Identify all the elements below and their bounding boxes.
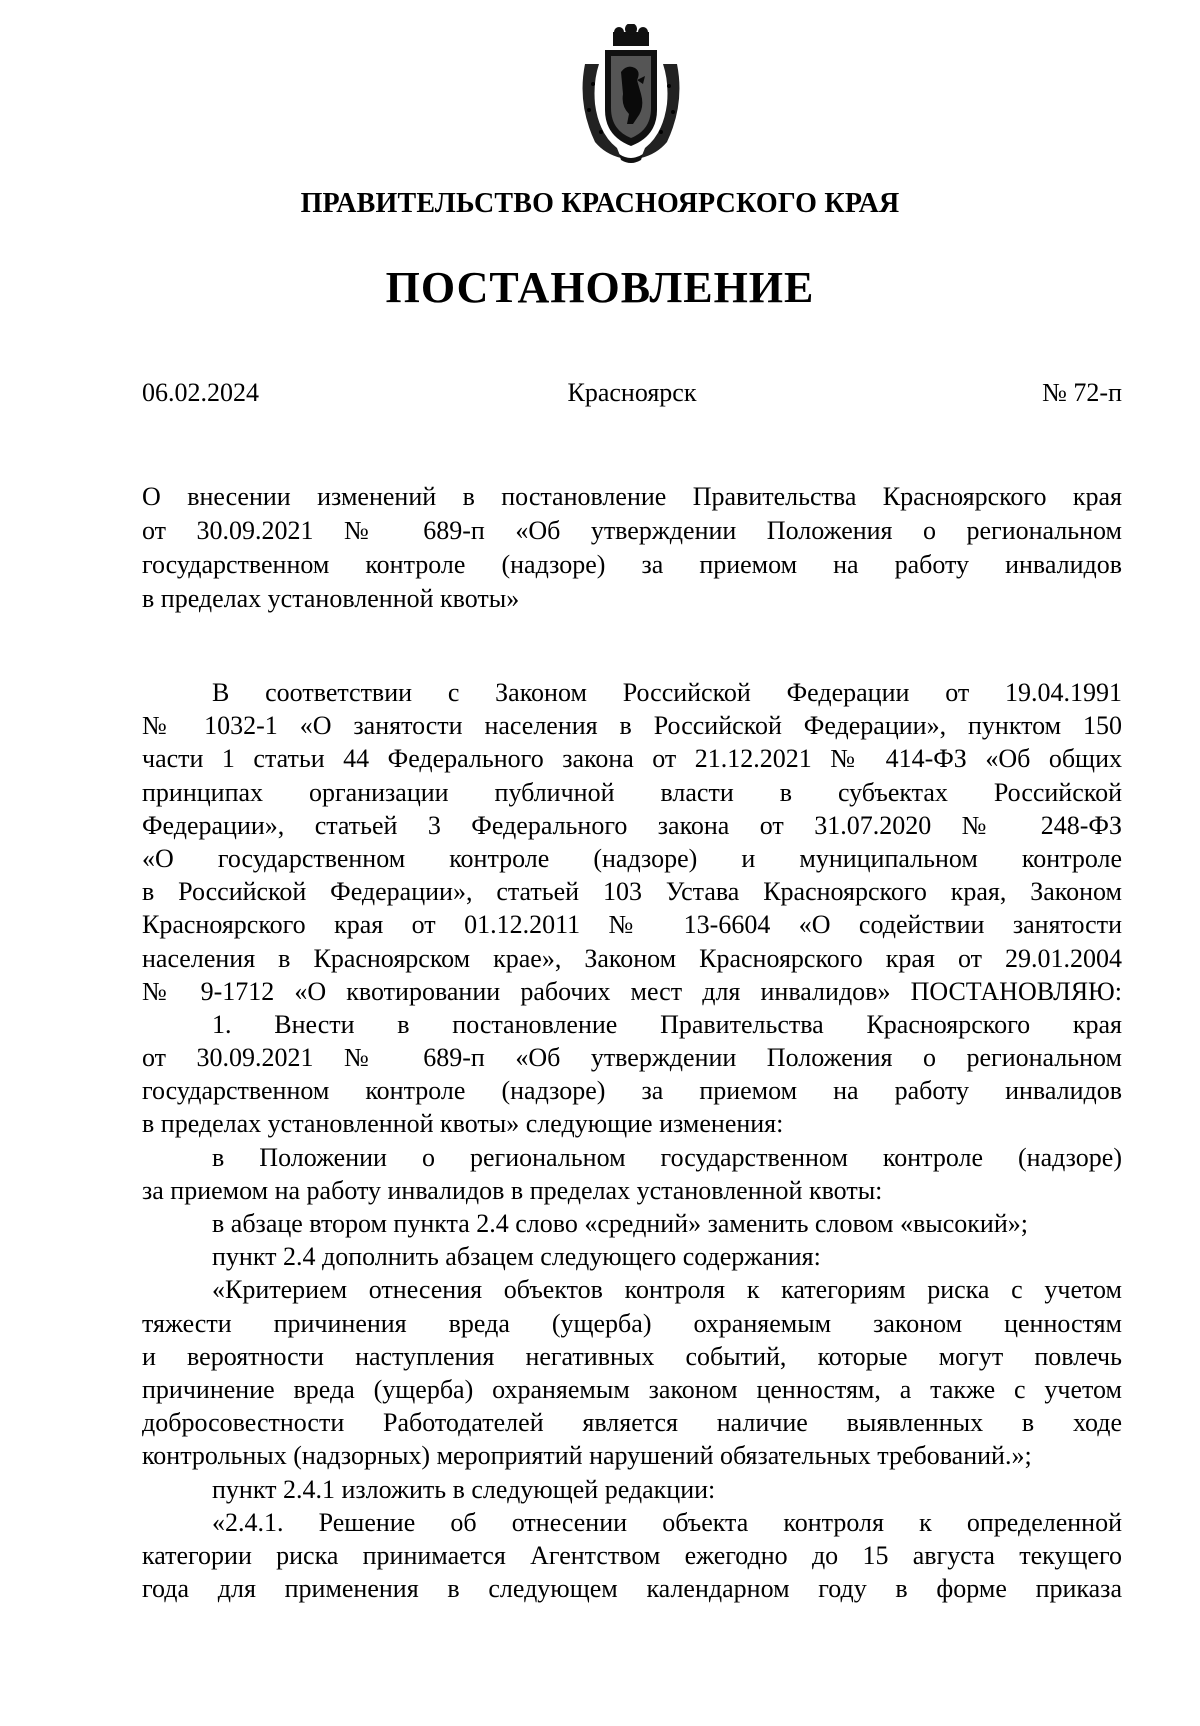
document-meta-row [142,378,1122,418]
body-line: в Положении о региональном государственном контроле (надзоре) [212,1142,1122,1172]
body-line: Федерации», статьей 3 Федерального закона от 31.07.2020 № 248-ФЗ [142,810,1122,840]
document-number: № 72-п [1042,378,1122,407]
document-type-heading: ПОСТАНОВЛЕНИЕ [385,263,815,312]
subject-line: в пределах установленной квоты» [142,584,520,613]
subject-line: государственном контроле (надзоре) за приемом на работу инвалидов [142,550,1122,579]
document-city: Красноярск [567,378,697,407]
body-line: за приемом на работу инвалидов в пределах установленной квоты: [142,1175,883,1205]
body-line: № 1032-1 «О занятости населения в Российской Федерации», пунктом 150 [142,711,1122,741]
body-line: в пределах установленной квоты» следующие изменения: [142,1109,784,1139]
body-line: населения в Красноярском крае», Законом Красноярского края от 29.01.2004 [142,943,1122,973]
body-line: категории риска принимается Агентством ежегодно до 15 августа текущего [142,1540,1122,1570]
body-line: Красноярского края от 01.12.2011 № 13-6604 «О содействии занятости [142,910,1122,940]
document-date: 06.02.2024 [142,378,259,407]
subject-line: от 30.09.2021 № 689-п «Об утверждении Положения о региональном [142,516,1122,545]
body-line: в абзаце втором пункта 2.4 слово «средний» заменить словом «высокий»; [212,1209,1028,1238]
body-line: контрольных (надзорных) мероприятий нарушений обязательных требований.»; [142,1441,1032,1471]
body-line: «О государственном контроле (надзоре) и муниципальном контроле [142,843,1122,873]
document-body [142,676,1122,1605]
body-line: государственном контроле (надзоре) за приемом на работу инвалидов [142,1076,1122,1106]
body-line: принципах организации публичной власти в субъектах Российской [142,777,1122,807]
body-line: причинение вреда (ущерба) охраняемым законом ценностям, а также с учетом [142,1374,1122,1404]
body-line: «2.4.1. Решение об отнесении объекта контроля к определенной [212,1507,1122,1537]
body-line: тяжести причинения вреда (ущерба) охраняемым законом ценностям [142,1308,1122,1338]
organization-title: ПРАВИТЕЛЬСТВО КРАСНОЯРСКОГО КРАЯ [300,188,900,219]
subject-line: О внесении изменений в постановление Правительства Красноярского края [142,482,1122,511]
body-line: и вероятности наступления негативных событий, которые могут повлечь [142,1341,1122,1371]
body-line: В соответствии с Законом Российской Федерации от 19.04.1991 [212,678,1122,707]
body-line: 1. Внести в постановление Правительства Красноярского края [212,1009,1122,1039]
body-line: года для применения в следующем календарном году в форме приказа [142,1574,1122,1604]
body-line: № 9-1712 «О квотировании рабочих мест для инвалидов» ПОСТАНОВЛЯЮ: [142,976,1122,1006]
body-line: пункт 2.4.1 изложить в следующей редакции: [212,1474,716,1504]
body-line: пункт 2.4 дополнить абзацем следующего содержания: [212,1242,821,1272]
body-line: части 1 статьи 44 Федерального закона от 21.12.2021 № 414-ФЗ «Об общих [142,744,1122,774]
body-line: «Критерием отнесения объектов контроля к категориям риска с учетом [212,1275,1122,1305]
document-subject [142,480,1122,616]
krasnoyarsk-coat-of-arms-icon [575,24,687,164]
body-line: в Российской Федерации», статьей 103 Устава Красноярского края, Законом [142,877,1122,907]
body-line: добросовестности Работодателей является наличие выявленных в ходе [142,1408,1122,1438]
body-line: от 30.09.2021 № 689-п «Об утверждении Положения о региональном [142,1043,1122,1073]
